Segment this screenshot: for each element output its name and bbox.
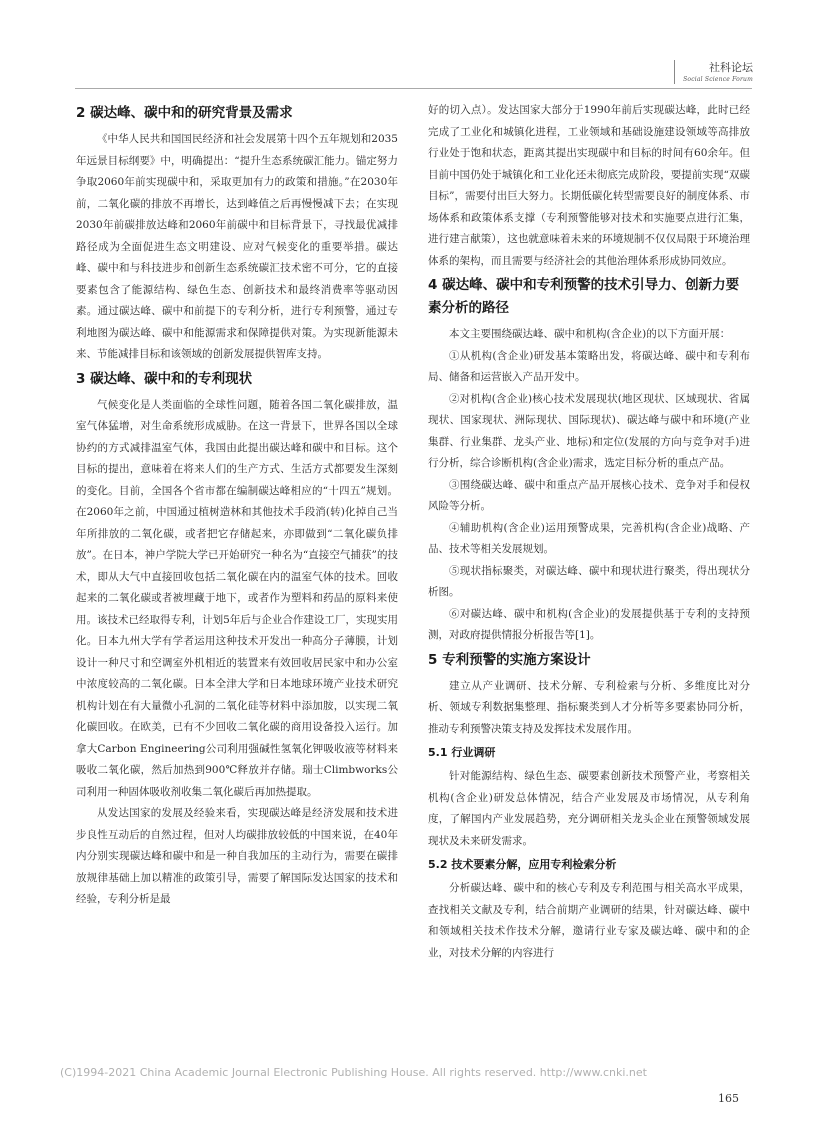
section-5-heading: 5 专利预警的实施方案设计 <box>428 651 591 668</box>
section-2-heading: 2 碳达峰、碳中和的研究背景及需求 <box>76 105 293 121</box>
section-4-item: ⑤现状指标聚类，对碳达峰、碳中和现状进行聚类，得出现状分析图。 <box>428 564 750 598</box>
section-4-item: ⑥对碳达峰、碳中和机构(含企业)的发展提供基于专利的支持预测，对政府提供情报分析报告等[1]。 <box>428 607 750 641</box>
right-column <box>428 100 750 964</box>
copyright-watermark: (C)1994-2021 China Academic Journal Electronic Publishing House. All rights reserved. http://www.cnki.net <box>60 1066 647 1079</box>
section-4-item: ②对机构(含企业)核心技术发展现状(地区现状、区域现状、省属现状、国家现状、洲际现状、国际现状)、碳达峰与碳中和环境(产业集群、行业集群、龙头产业、地标)和定位(发展的方向与竞争对手)进行分析，综合诊断机构(含企业)需求，选定目标分析的重点产品。 <box>428 392 750 469</box>
journal-name-zh: 社科论坛 <box>709 61 753 74</box>
section-5-1-paragraph: 针对能源结构、绿色生态、碳要素创新技术预警产业，考察相关机构(含企业)研发总体情况，结合产业发展及市场情况，从专利角度，了解国内产业发展趋势，充分调研相关龙头企业在预警领域发展现状及未来研发需求。 <box>428 770 750 847</box>
journal-name-en: Social Science Forum <box>683 76 753 83</box>
page-number: 165 <box>718 1092 739 1105</box>
section-4-item: ④辅助机构(含企业)运用预警成果，完善机构(含企业)战略、产品、技术等相关发展规划。 <box>428 521 750 555</box>
section-3-paragraph-2: 从发达国家的发展及经验来看，实现碳达峰是经济发展和技术进步良性互动后的自然过程，但对人均碳排放较低的中国来说，在40年内分别实现碳达峰和碳中和是一种自我加压的主动行为，需要在碳排放规律基础上加以精准的政策引导，需要了解国际发达国家的技术和经验，专利分析是最 <box>76 807 398 905</box>
header-rule <box>75 88 752 89</box>
section-4-item: ①从机构(含企业)研发基本策略出发，将碳达峰、碳中和专利布局、储备和运营嵌入产品开发中。 <box>428 349 750 383</box>
continued-paragraph: 好的切入点）。发达国家大部分于1990年前后实现碳达峰，此时已经完成了工业化和城镇化进程，工业领域和基础设施建设领域等高排放行业处于饱和状态，距离其提出实现碳中和目标的时间有60余年。但目前中国仍处于城镇化和工业化还未彻底完成阶段，要提前实现“双碳目标”，需要付出巨大努力。长期低碳化转型需要良好的制度体系、市场体系和政策体系支撑（专利预警能够对技术和实施要点进行汇集，进行建言献策），这也就意味着未来的环境规制不仅仅局限于环境治理体系的架构，而且需要与经济社会的其他治理体系形成协同效应。 <box>428 104 750 267</box>
section-3-heading: 3 碳达峰、碳中和的专利现状 <box>76 370 253 387</box>
section-5-1-heading: 5.1 行业调研 <box>428 746 496 759</box>
section-4-intro: 本文主要围绕碳达峰、碳中和机构(含企业)的以下方面开展： <box>449 328 731 340</box>
section-4-item: ③围绕碳达峰、碳中和重点产品开展核心技术、竞争对手和侵权风险等分析。 <box>428 478 750 512</box>
section-3-paragraph-1: 气候变化是人类面临的全球性问题，随着各国二氧化碳排放，温室气体猛增，对生命系统形成威胁。在这一背景下，世界各国以全球协约的方式减排温室气体，我国由此提出碳达峰和碳中和目标。这个目标的提出，意味着在将来人们的生产方式、生活方式都要发生深刻的变化。目前，全国各个省市都在编制碳达峰相应的“十四五”规划。在2060年之前，中国通过植树造林和其他技术手段消(转)化掉自己当年所排放的二氧化碳，或者把它存储起来，亦即做到“二氧化碳负排放”。在日本，神户学院大学已开始研究一种名为“直接空气捕获”的技术，即从大气中直接回收包括二氧化碳在内的温室气体的技术。回收起来的二氧化碳或者被埋藏于地下，或者作为塑料和药品的原料来使用。该技术已经取得专利，计划5年后与企业合作建设工厂，实现实用化。日本九州大学有学者运用这种技术开发出一种高分子薄膜，计划设计一种尺寸和空调室外机相近的装置来有效回收居民家中和办公室中浓度较高的二氧化碳。日本全津大学和日本地球环境产业技术研究机构计划在有大量微小孔洞的二氧化硅等材料中添加胺，以实现二氧化碳回收。在欧美，已有不少回收二氧化碳的商用设备投入运行。加拿大Carbon Engineering公司利用强碱性氢氧化钾吸收液等材料来吸收二氧化碳，然后加热到900℃释放并存储。瑞士Climbworks公司利用一种固体吸收剂收集二氧化碳后再加热提取。 <box>76 398 398 798</box>
left-column <box>76 100 398 911</box>
section-5-paragraph: 建立从产业调研、技术分解、专利检索与分析、多维度比对分析、领域专利数据集整理、指标聚类到人才分析等多要素协同分析，推动专利预警决策支持及发挥技术发展作用。 <box>428 679 750 735</box>
section-5-2-heading: 5.2 技术要素分解，应用专利检索分析 <box>428 858 617 871</box>
section-2-paragraph: 《中华人民共和国国民经济和社会发展第十四个五年规划和2035年远景目标纲要》中，明确提出：“提升生态系统碳汇能力。锚定努力争取2060年前实现碳中和，采取更加有力的政策和措施。”在2030年前，二氧化碳的排放不再增长，达到峰值之后再慢慢减下去；在实现2030年前碳排放达峰和2060年前碳中和目标背景下，寻找最优减排路径成为全面促进生态文明建设、应对气候变化的重要举措。碳达峰、碳中和与科技进步和创新生态系统碳汇技术密不可分，它的直接要素包含了能源结构、绿色生态、创新技术和最终消费率等驱动因素。通过碳达峰、碳中和前提下的专利分析，进行专利预警，通过专利地图为碳达峰、碳中和能源需求和保障提供对策。为实现新能源未来、节能减排目标和该领域的创新发展提供智库支持。 <box>76 133 398 360</box>
section-5-2-paragraph: 分析碳达峰、碳中和的核心专利及专利范围与相关高水平成果，查找相关文献及专利，结合前期产业调研的结果，针对碳达峰、碳中和领域相关技术作技术分解，邀请行业专家及碳达峰、碳中和的企业，对技术分解的内容进行 <box>428 882 750 959</box>
section-4-heading: 4 碳达峰、碳中和专利预警的技术引导力、创新力要素分析的路径 <box>428 277 740 316</box>
journal-header <box>674 60 753 84</box>
